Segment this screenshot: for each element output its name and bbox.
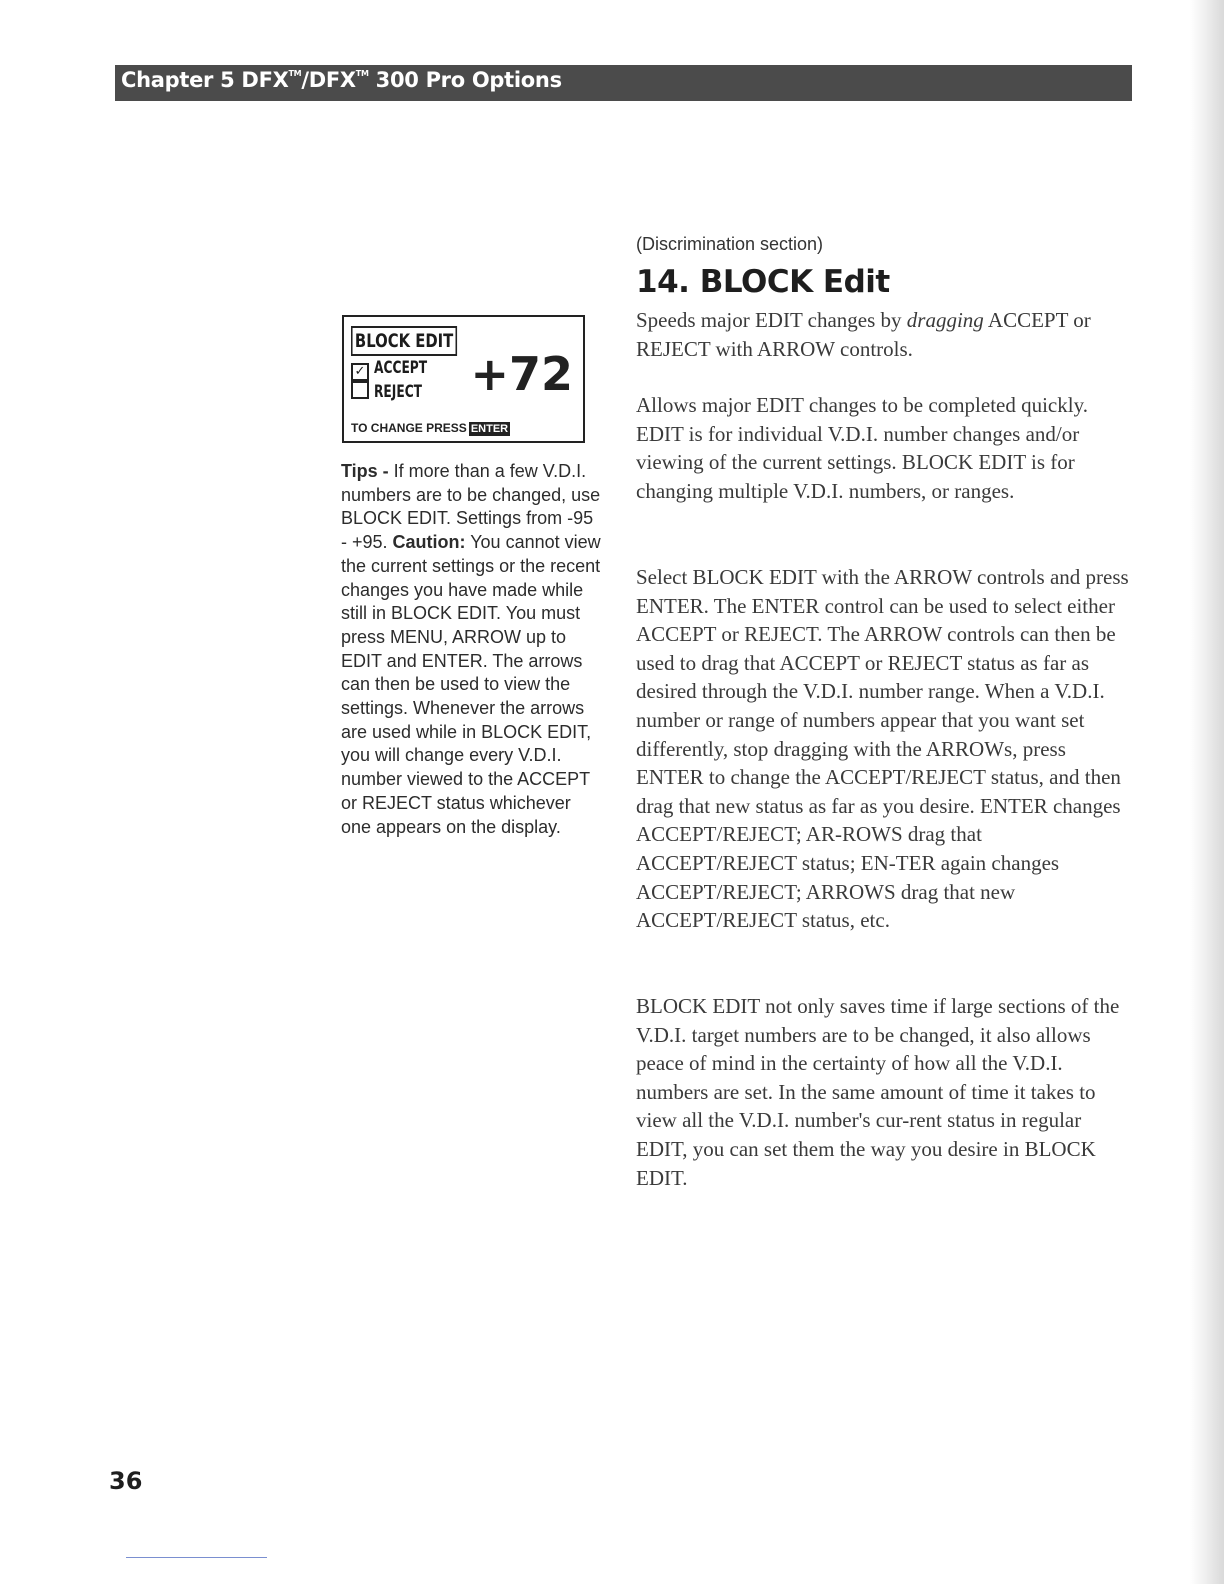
body-paragraph-2: Select BLOCK EDIT with the ARROW controls and press ENTER. The ENTER control can be used to select either ACCEPT or REJECT. The ARROW controls can then be used to drag that ACCEPT or REJECT status as far as desired through the V.D.I. number range. When a V.D.I. number or range of numbers appear that you want set differently, stop dragging with the ARROWs, press ENTER to change the ACCEPT/REJECT status, and then drag that new status as far as you desire. ENTER changes ACCEPT/REJECT; AR-ROWS drag that ACCEPT/REJECT status; EN-TER again changes ACCEPT/REJECT; ARROWS drag that new ACCEPT/REJECT status, etc. <box>636 565 1129 933</box>
section-label: (Discrimination section) <box>636 234 824 254</box>
lcd-value: +72 <box>470 347 573 401</box>
caution-label: Caution: <box>392 532 466 553</box>
lcd-reject-label: REJECT <box>374 382 423 402</box>
chapter-header-bar <box>115 65 1132 101</box>
lcd-reject-row <box>351 381 441 401</box>
enter-key-icon: ENTER <box>470 423 509 435</box>
footer-rule <box>126 1557 267 1558</box>
lcd-accept-label: ACCEPT <box>374 358 428 378</box>
lcd-title: BLOCK EDIT <box>351 326 457 356</box>
tips-text: If more than a few V.D.I. numbers are to be changed, use BLOCK EDIT. Settings from -95 - +95. <box>341 461 601 553</box>
caution-text: You cannot view the current settings or the recent changes you have made while still in BLOCK EDIT. You must press MENU, ARROW up to EDIT and ENTER. The arrows can then be used to view the settings. Whenever the arrows are used while in BLOCK EDIT, you will change every V.D.I. number viewed to the ACCEPT or REJECT status whichever one appears on the display. <box>341 532 601 837</box>
body-paragraph-1: Allows major EDIT changes to be completed quickly. EDIT is for individual V.D.I. number changes and/or viewing of the current settings. BLOCK EDIT is for changing multiple V.D.I. numbers, or ranges. <box>636 393 1088 503</box>
body-paragraph-3: BLOCK EDIT not only saves time if large sections of the V.D.I. target numbers are to be changed, it also allows peace of mind in the certainty of how all the V.D.I. numbers are set. In the same amount of time it takes to view all the V.D.I. number's cur-rent status in regular EDIT, you can set them the way you desire in BLOCK EDIT. <box>636 994 1120 1190</box>
unchecked-box-icon <box>351 381 369 399</box>
lcd-display <box>342 315 585 443</box>
lcd-footer <box>351 421 510 436</box>
chapter-title: Chapter 5 DFX™/DFX™ 300 Pro Options <box>121 68 562 92</box>
tips-label: Tips - <box>341 461 389 481</box>
lcd-footer-text: TO CHANGE PRESS <box>351 421 467 435</box>
checked-box-icon: ✓ <box>351 363 369 381</box>
page-number: 36 <box>109 1467 143 1495</box>
tips-sidebar <box>341 460 601 839</box>
intro-paragraph: Speeds major EDIT changes by dragging ACCEPT or REJECT with ARROW controls. <box>636 308 1091 361</box>
page-edge-shadow <box>1190 0 1224 1584</box>
section-title: 14. BLOCK Edit <box>636 264 890 300</box>
lcd-accept-row <box>351 358 448 378</box>
